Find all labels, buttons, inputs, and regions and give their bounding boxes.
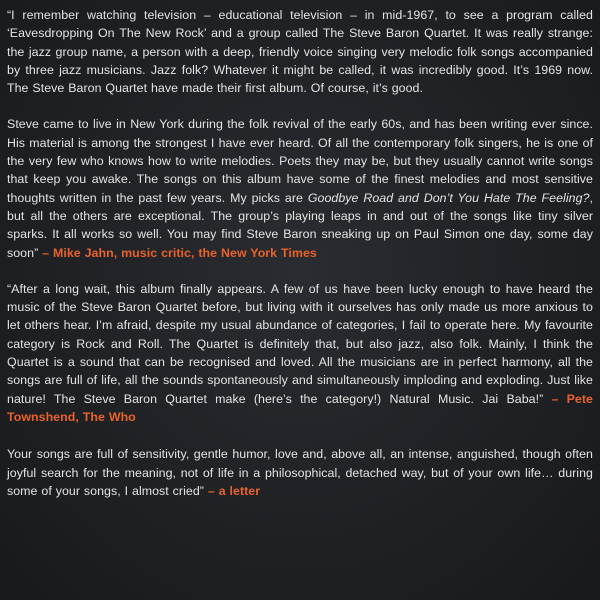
- quote-paragraph-1: [7, 6, 593, 97]
- quote-paragraph-3: [7, 280, 593, 426]
- quote-2-text-before: Steve came to live in New York during the folk revival of the early 60s, and has been writing ever since. His material is among the strongest I have ever heard. Of all the contemporary folk singers, he is one of the very few who knows how to write melodies. Poets they may be, but they usually cannot write songs that keep you awake. The songs on this album have some of the finest melodies and most sensitive thoughts written in the past few years. My picks are: [7, 117, 593, 205]
- quote-3-text: “After a long wait, this album finally appears. A few of us have been lucky enough to have heard the music of the Steve Baron Quartet before, but living with it ourselves has only made us more anxious to let others hear. I’m afraid, despite my usual abundance of categories, I fail to operate here. My favourite category is Rock and Roll. The Quartet is definitely that, but also jazz, also folk. Mainly, I think the Quartet is a sound that can be recognised and loved. All the musicians are in perfect harmony, all the songs are full of life, all the sounds spontaneously and simultaneously imploding and exploding. Just like nature! The Steve Baron Quartet make (here’s the category!) Natural Music. Jai Baba!”: [7, 281, 593, 406]
- quote-3-attribution: – Pete Townshend, The Who: [7, 391, 593, 424]
- quote-4-attribution: – a letter: [207, 483, 261, 498]
- quote-2-attribution: – Mike Jahn, music critic, the New York Times: [42, 245, 317, 260]
- quote-paragraph-2: [7, 115, 593, 261]
- quote-2-text-after: , but all the others are exceptional. The group’s playing leaps in and out of the songs like tiny silver sparks. It all works so well. You may find Steve Baron sneaking up on Paul Simon one day, some day soon”: [7, 190, 593, 260]
- quote-1-text: “I remember watching television – educational television – in mid-1967, to see a program called ‘Eavesdropping On The New Rock’ and a group called The Steve Baron Quartet. It was really strange: the jazz group name, a person with a deep, friendly voice singing very melodic folk songs accompanied by three jazz musicians. Jazz folk? Whatever it might be called, it was incredibly good. It’s 1969 now. The Steve Baron Quartet have made their first album. Of course, it’s good.: [7, 8, 593, 96]
- quote-4-text: Your songs are full of sensitivity, gentle humor, love and, above all, an intense, anguished, though often joyful search for the meaning, not of life in a philosophical, detached way, but of your own life… during some of your songs, I almost cried”: [7, 447, 593, 498]
- quote-paragraph-4: [7, 445, 593, 500]
- quote-2-song-picks: Goodbye Road and Don’t You Hate The Feeling?: [307, 190, 590, 205]
